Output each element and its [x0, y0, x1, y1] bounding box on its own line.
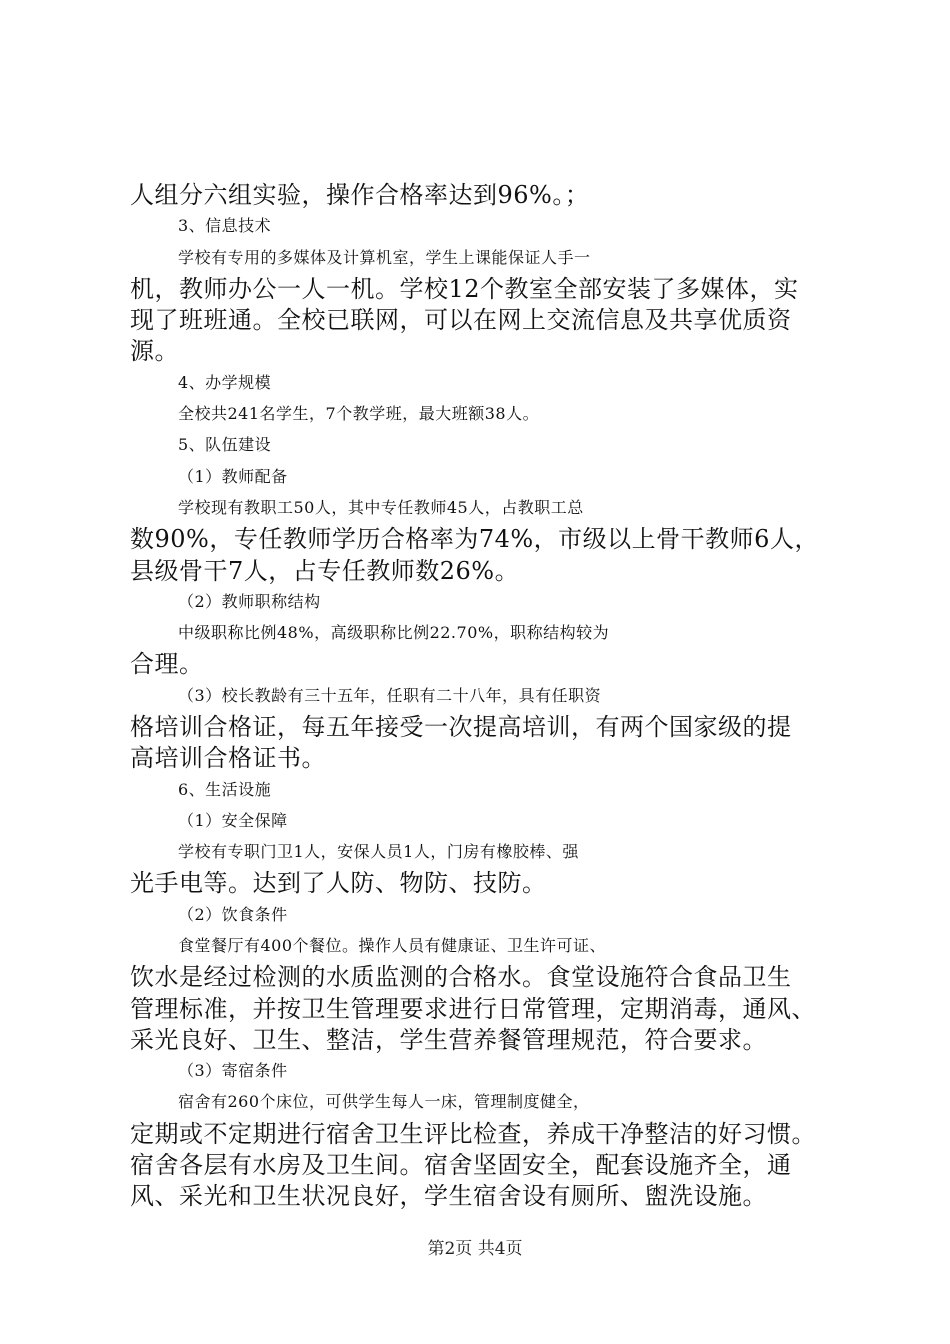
text-line: 饮水是经过检测的水质监测的合格水。食堂设施符合食品卫生: [130, 963, 792, 991]
text-line: 学校有专用的多媒体及计算机室，学生上课能保证人手一: [178, 248, 591, 267]
text-line: 格培训合格证，每五年接受一次提高培训，有两个国家级的提: [130, 713, 792, 741]
text-line: 宿舍有260个床位，可供学生每人一床，管理制度健全，: [178, 1092, 590, 1111]
text-line: 高培训合格证书。: [130, 744, 326, 772]
text-line: 现了班班通。全校已联网，可以在网上交流信息及共享优质资: [130, 306, 792, 334]
text-line: 学校有专职门卫1人，安保人员1人，门房有橡胶棒、强: [178, 842, 579, 861]
text-line: （3）校长教龄有三十五年，任职有二十八年，具有任职资: [178, 686, 602, 705]
text-line: 县级骨干7人，占专任教师数26%。: [130, 557, 520, 585]
text-line: 宿舍各层有水房及卫生间。宿舍坚固安全，配套设施齐全，通: [130, 1151, 792, 1179]
subsection-heading: （2）教师职称结构: [178, 592, 321, 611]
text-line: 定期或不定期进行宿舍卫生评比检查，养成干净整洁的好习惯。: [130, 1120, 816, 1148]
text-line: 采光良好、卫生、整洁，学生营养餐管理规范，符合要求。: [130, 1026, 767, 1054]
text-line: 中级职称比例48%，高级职称比例22.70%，职称结构较为: [178, 623, 610, 642]
subsection-heading: （1）教师配备: [178, 467, 288, 486]
text-line: 人组分六组实验，操作合格率达到96%。；: [130, 181, 590, 209]
text-line: 数90%，专任教师学历合格率为74%，市级以上骨干教师6人，: [130, 525, 819, 553]
text-line: 管理标准，并按卫生管理要求进行日常管理，定期消毒，通风、: [130, 995, 816, 1023]
text-line: 学校现有教职工50人，其中专任教师45人，占教职工总: [178, 498, 584, 517]
text-line: 源。: [130, 337, 179, 365]
page-footer: 第2页 共4页: [427, 1239, 523, 1259]
text-line: 光手电等。达到了人防、物防、技防。: [130, 869, 547, 897]
text-line: 合理。: [130, 650, 204, 678]
section-heading: 6、生活设施: [178, 780, 272, 799]
section-heading: 3、信息技术: [178, 216, 272, 235]
section-heading: 4、办学规模: [178, 373, 272, 392]
section-heading: 5、队伍建设: [178, 435, 272, 454]
subsection-heading: （3）寄宿条件: [178, 1061, 288, 1080]
text-line: 食堂餐厅有400个餐位。操作人员有健康证、卫生许可证、: [178, 936, 607, 955]
text-line: 风、采光和卫生状况良好，学生宿舍设有厕所、盥洗设施。: [130, 1182, 767, 1210]
subsection-heading: （2）饮食条件: [178, 905, 288, 924]
text-line: 全校共241名学生，7个教学班，最大班额38人。: [178, 404, 540, 423]
subsection-heading: （1）安全保障: [178, 811, 288, 830]
text-line: 机，教师办公一人一机。学校12个教室全部安装了多媒体，实: [130, 275, 799, 303]
